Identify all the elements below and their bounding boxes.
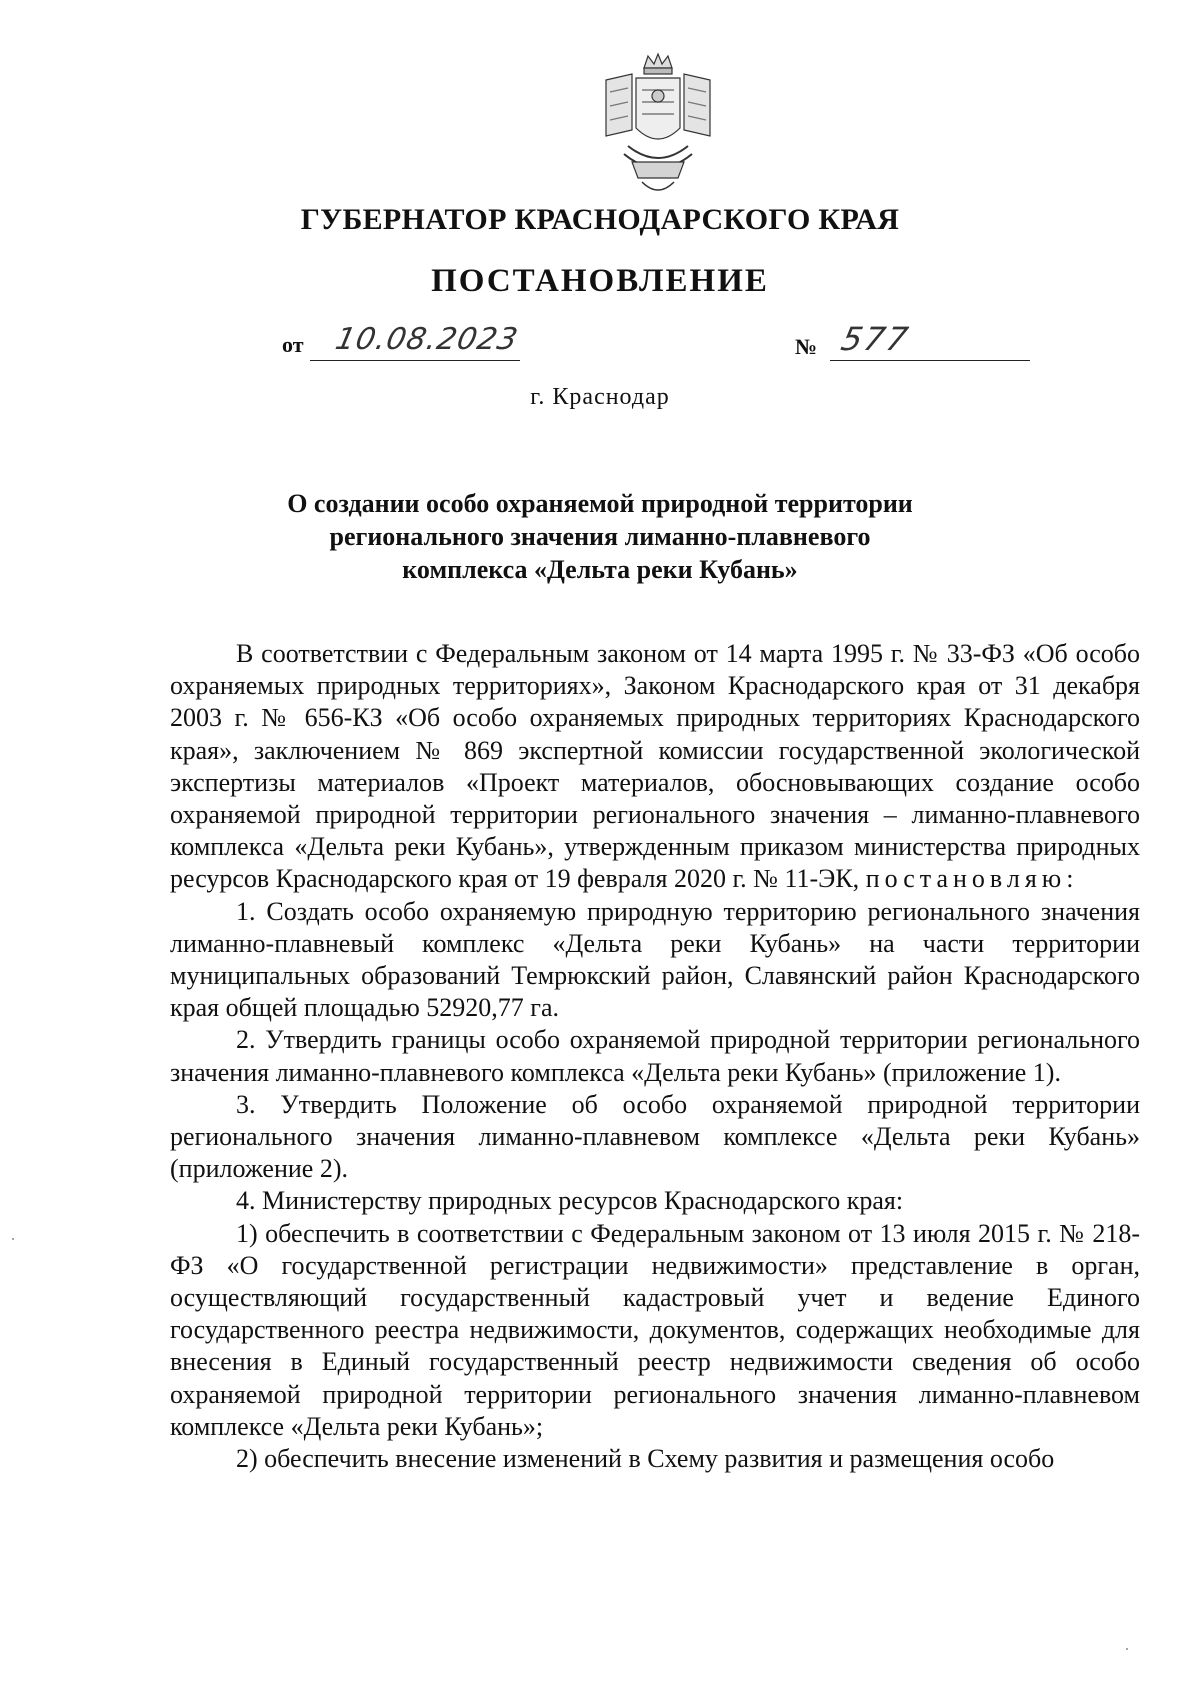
title-line: О создании особо охраняемой природной территории [287, 489, 913, 518]
date-underline [310, 360, 520, 361]
number-underline [830, 360, 1030, 361]
date-label: от [282, 332, 304, 357]
title-line: регионального значения лиманно-плавневого [329, 522, 871, 551]
item-paragraph: 1. Создать особо охраняемую природную территорию регионального значения лиманно-плавневый комплекс «Дельта реки Кубань» на части территории муниципальных образований Темрюкский район, Славянский район Краснодарского края общей площадью 52920,77 га. [170, 896, 1140, 1023]
preamble-text: В соответствии с Федеральным законом от 14 марта 1995 г. № 33-ФЗ «Об особо охраняемых природных территориях», Законом Краснодарского края от 31 декабря 2003 г. № 656-КЗ «Об особо охраняемых природных территориях Краснодарского края», заключением № 869 экспертной комиссии государственной экологической экспертизы материалов «Проект материалов, обосновывающих создание особо охраняемой природной территории регионального значения – лиманно-плавневого комплекса «Дельта реки Кубань», утвержденным приказом министерства природных ресурсов Краснодарского края от 19 февраля 2020 г. № 11-ЭК, [170, 639, 1140, 894]
document-title [240, 487, 960, 586]
city: г. Краснодар [530, 384, 670, 410]
scan-speck [12, 1238, 14, 1240]
preamble-paragraph [170, 638, 1140, 896]
item-paragraph: 3. Утвердить Положение об особо охраняемой природной территории регионального значения лиманно-плавневом комплексе «Дельта реки Кубань» (приложение 2). [170, 1089, 1140, 1184]
scan-speck [1126, 1648, 1128, 1650]
date-value: 10.08.2023 [332, 322, 522, 357]
item-paragraph: 2. Утвердить границы особо охраняемой природной территории регионального значения лиманно-плавневого комплекса «Дельта реки Кубань» (приложение 1). [170, 1025, 1140, 1087]
item-paragraph: 2) обеспечить внесение изменений в Схему развития и размещения особо [236, 1444, 1055, 1474]
issuing-authority: ГУБЕРНАТОР КРАСНОДАРСКОГО КРАЯ [300, 203, 900, 236]
document-type: ПОСТАНОВЛЕНИЕ [431, 263, 769, 299]
number-label: № [795, 334, 818, 359]
number-value: 577 [837, 320, 914, 358]
item-paragraph: 4. Министерству природных ресурсов Краснодарского края: [236, 1186, 904, 1216]
decree-word: постановляю: [865, 864, 1079, 894]
item-paragraph: 1) обеспечить в соответствии с Федеральным законом от 13 июля 2015 г. № 218-ФЗ «О государственной регистрации недвижимости» представление в орган, осуществляющий государственный кадастровый учет и ведение Единого государственного реестра недвижимости, документов, содержащих необходимые для внесения в Единый государственный реестр недвижимости сведения об особо охраняемой природной территории регионального значения лиманно-плавневом комплексе «Дельта реки Кубань»; [170, 1218, 1140, 1441]
title-line: комплекса «Дельта реки Кубань» [402, 555, 798, 584]
coat-of-arms-emblem [592, 50, 724, 200]
document-body [170, 638, 1140, 1475]
